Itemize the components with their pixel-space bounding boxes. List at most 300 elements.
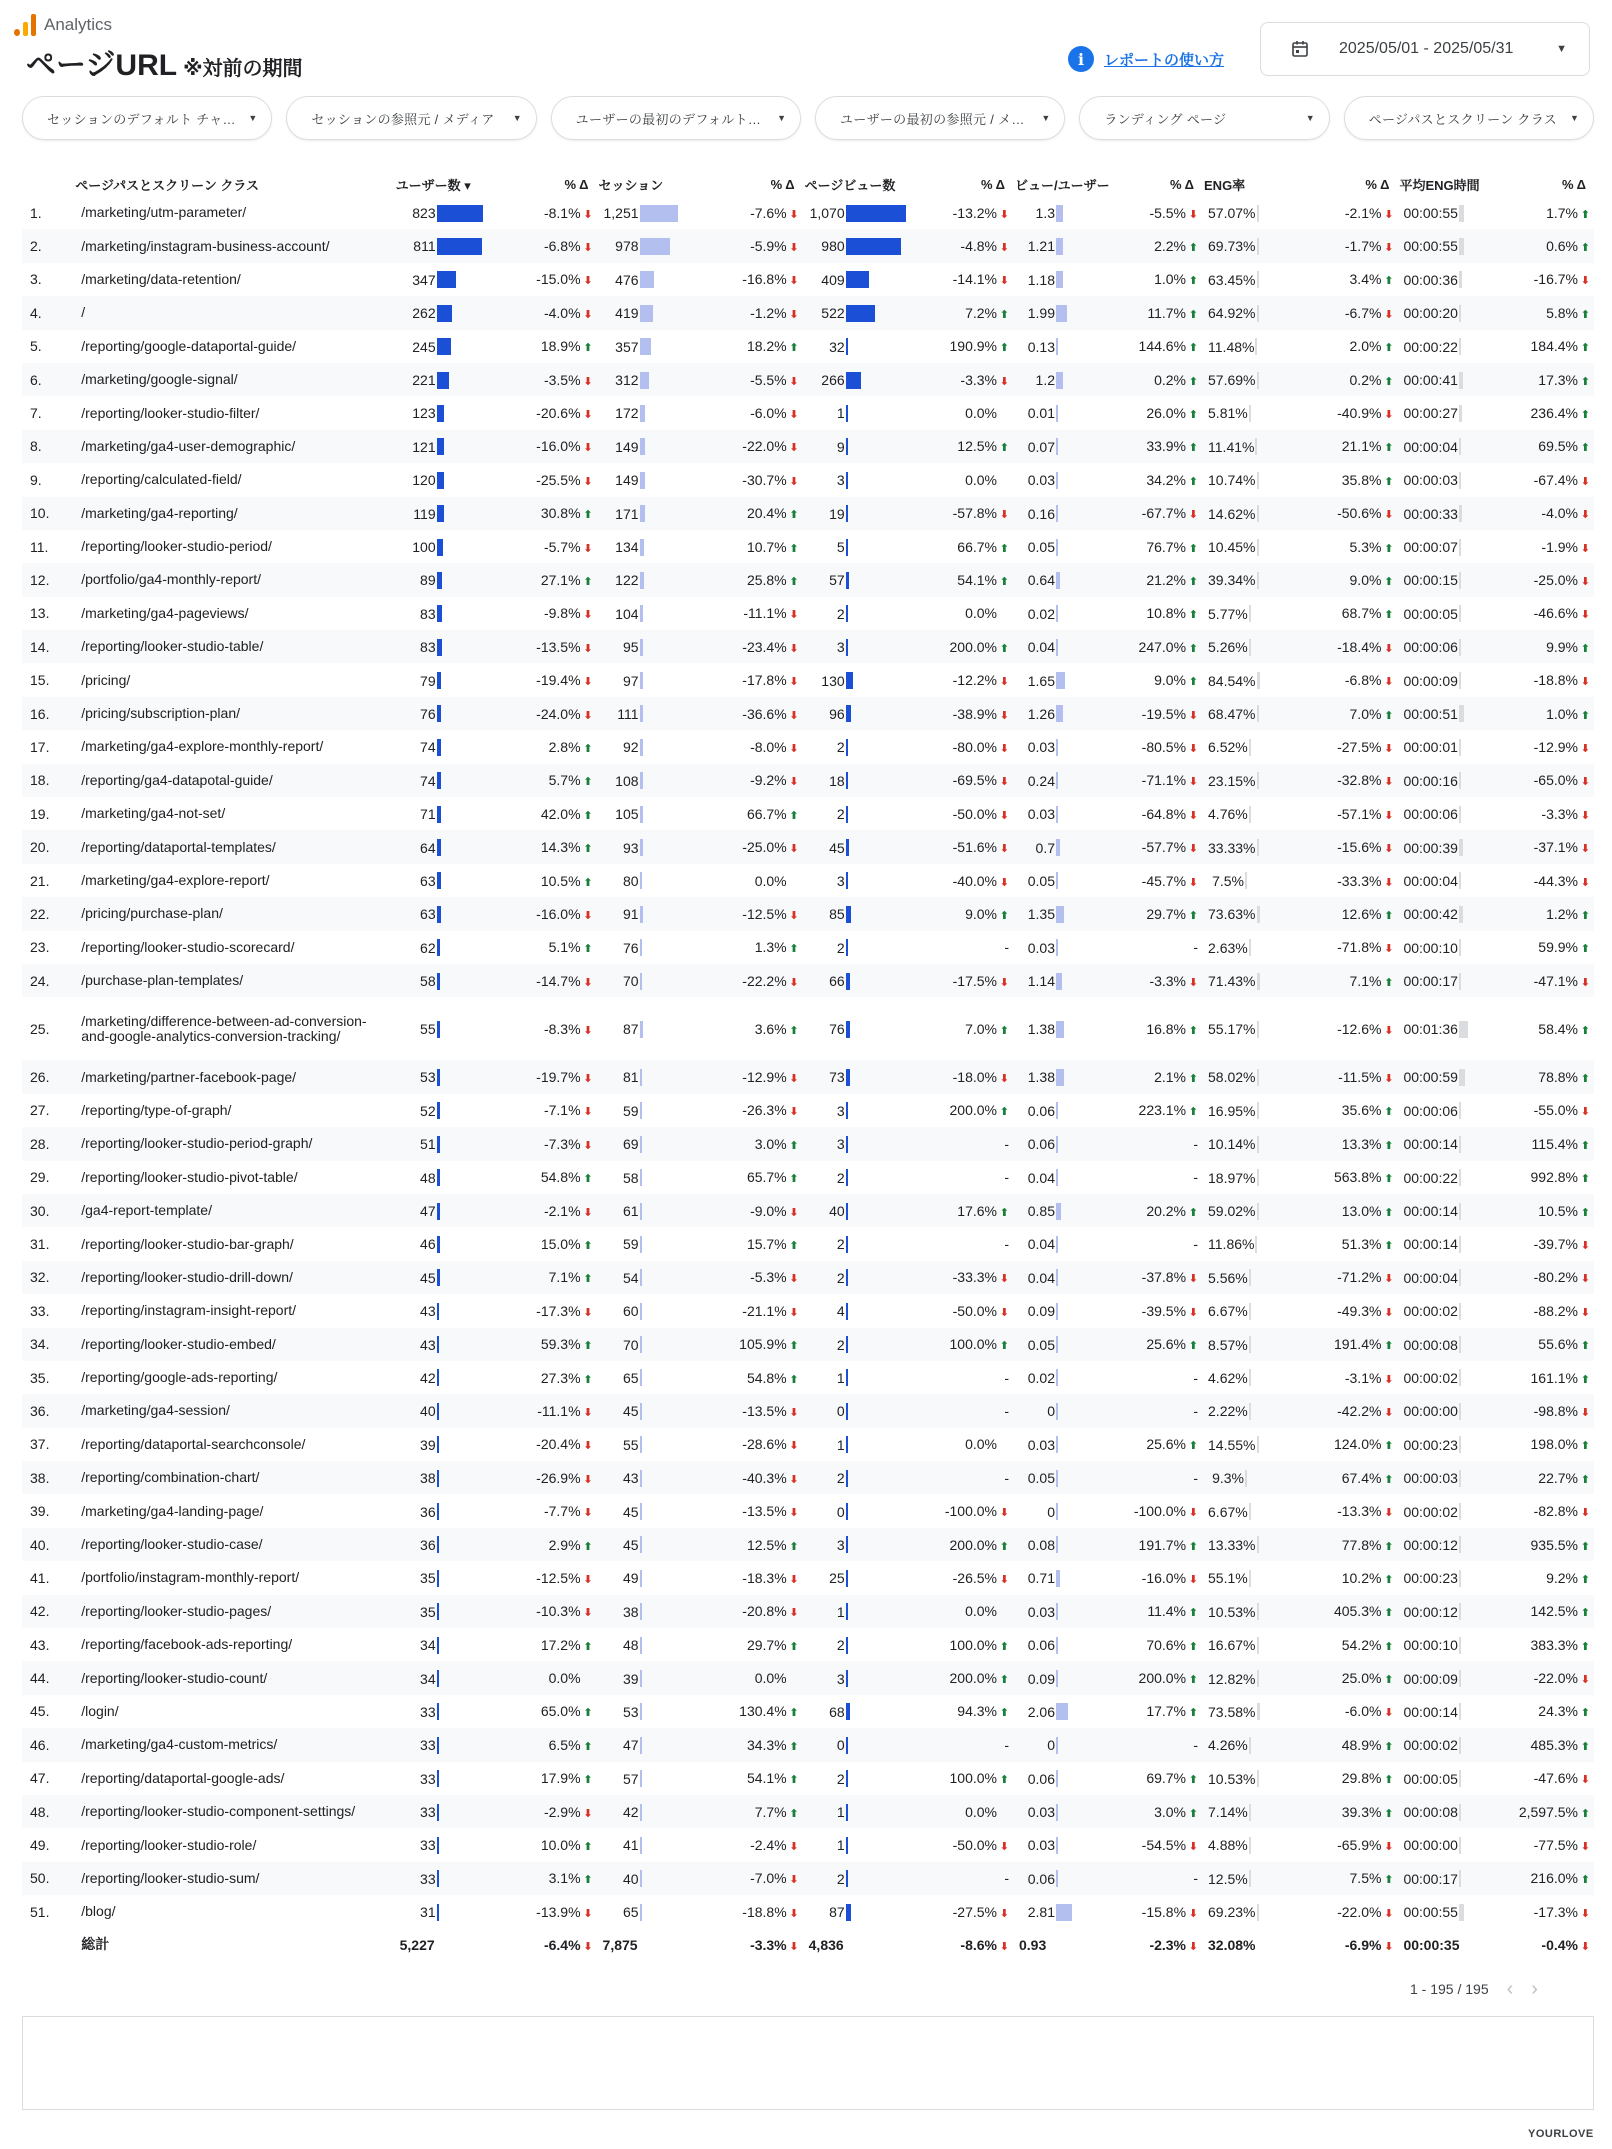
cell-pageviews: 2 — [803, 1461, 910, 1494]
cell-eng-rate-delta: -22.0% ⬇ — [1337, 1903, 1394, 1920]
row-index: 28. — [22, 1127, 73, 1160]
col-eng-rate[interactable]: ENG率 — [1204, 177, 1246, 193]
col-views-per-user[interactable]: ビュー/ユーザー — [1015, 177, 1110, 193]
table-row[interactable] — [22, 1494, 1594, 1527]
table-row[interactable] — [22, 764, 1594, 797]
cell-avg-eng-time-delta: -22.0% ⬇ — [1499, 1661, 1594, 1694]
cell-sessions: 104 — [597, 597, 698, 630]
value-bar — [437, 1670, 439, 1687]
table-row[interactable] — [22, 1060, 1594, 1093]
page-path[interactable]: /reporting/calculated-field/ — [81, 471, 242, 488]
cell-pageviews-delta: 12.5% ⬆ — [909, 430, 1013, 463]
page-path[interactable]: /purchase-plan-templates/ — [73, 964, 393, 997]
value-bar — [437, 605, 442, 622]
cell-sessions: 105 — [597, 797, 698, 830]
arrow-up-icon: ⬆ — [1384, 976, 1394, 989]
cell-avg-eng-time: 00:00:14 — [1397, 1194, 1498, 1227]
page-path[interactable]: /reporting/dataportal-google-ads/ — [81, 1769, 285, 1786]
cell-pageviews-delta: 0.0% — [965, 1436, 997, 1453]
cell-eng-rate: 23.15% — [1202, 764, 1303, 797]
page-path[interactable]: /marketing/ga4-explore-report/ — [81, 872, 270, 888]
arrow-up-icon: ⬆ — [1580, 1440, 1590, 1453]
cell-pageviews: 4 — [803, 1294, 910, 1327]
page-path[interactable]: /marketing/partner-facebook-page/ — [73, 1060, 393, 1093]
value-bar — [1257, 1770, 1259, 1787]
arrow-down-icon: ⬇ — [789, 843, 799, 856]
page-path[interactable]: /reporting/type-of-graph/ — [81, 1101, 232, 1118]
arrow-up-icon: ⬆ — [1188, 909, 1199, 922]
filter-first-user-source-medium[interactable]: ユーザーの最初の参照元 / メ… ▼ — [815, 96, 1065, 140]
page-path[interactable]: /reporting/looker-studio-embed/ — [73, 1328, 393, 1361]
cell-avg-eng-time: 00:00:16 — [1397, 764, 1498, 797]
table-row[interactable] — [22, 597, 1594, 630]
cell-sessions-delta: -40.3% ⬇ — [698, 1461, 803, 1494]
table-row[interactable] — [22, 296, 1594, 329]
value-bar — [1459, 1770, 1461, 1787]
cell-avg-eng-time: 00:00:06 — [1397, 1094, 1498, 1127]
table-row[interactable] — [22, 1828, 1594, 1861]
row-index: 6. — [22, 363, 73, 396]
date-range-picker[interactable] — [1260, 22, 1590, 76]
page-path[interactable]: /marketing/ga4-reporting/ — [73, 497, 393, 530]
arrow-up-icon: ⬆ — [789, 342, 799, 355]
cell-pageviews: 3 — [803, 1528, 910, 1561]
page-path[interactable]: /login/ — [81, 1702, 119, 1719]
col-avg-eng-time-delta[interactable]: % Δ — [1561, 176, 1586, 192]
col-eng-rate-delta[interactable]: % Δ — [1365, 176, 1390, 192]
table-row[interactable] — [22, 463, 1594, 496]
filter-first-user-channel[interactable]: ユーザーの最初のデフォルト… ▼ — [551, 96, 801, 140]
table-row[interactable] — [22, 1595, 1594, 1628]
cell-views-per-user: 0.7 — [1013, 830, 1114, 863]
chevron-down-icon: ▼ — [512, 113, 522, 123]
page-path[interactable]: /reporting/google-dataportal-guide/ — [81, 337, 297, 354]
cell-views-per-user: 0.03 — [1013, 1828, 1114, 1861]
table-row[interactable] — [22, 1161, 1594, 1194]
value-bar — [1459, 505, 1462, 522]
cell-views-per-user-delta: 2.1% ⬆ — [1114, 1060, 1202, 1093]
table-row[interactable] — [22, 830, 1594, 863]
cell-users-delta: 6.5% ⬆ — [495, 1728, 596, 1761]
value-bar — [1056, 906, 1064, 923]
col-avg-eng-time[interactable]: 平均ENG時間 — [1399, 177, 1480, 193]
value-bar — [1257, 572, 1259, 589]
cell-users-delta: -4.0% ⬇ — [495, 296, 596, 329]
chevron-down-icon: ▼ — [1570, 113, 1579, 123]
cell-eng-rate: 11.41% — [1202, 430, 1303, 463]
arrow-up-icon: ⬆ — [1188, 676, 1199, 689]
arrow-up-icon: ⬆ — [583, 509, 593, 522]
table-row[interactable] — [22, 1561, 1594, 1594]
arrow-up-icon: ⬆ — [999, 442, 1009, 455]
total-users: 5,227 — [394, 1929, 495, 1961]
value-bar — [1056, 1102, 1058, 1119]
page-path[interactable]: /reporting/combination-chart/ — [73, 1461, 393, 1494]
table-row[interactable] — [22, 897, 1594, 930]
arrow-down-icon: ⬇ — [583, 1306, 593, 1319]
page-path[interactable]: /reporting/looker-studio-period/ — [81, 538, 272, 555]
table-row[interactable] — [22, 1795, 1594, 1828]
page-path[interactable]: /reporting/looker-studio-scorecard/ — [81, 938, 295, 955]
page-path[interactable]: /portfolio/ga4-monthly-report/ — [73, 563, 393, 596]
cell-views-per-user: 0.03 — [1013, 931, 1114, 964]
table-row[interactable] — [22, 1628, 1594, 1661]
value-bar — [640, 1503, 642, 1520]
cell-avg-eng-time: 00:00:02 — [1397, 1728, 1498, 1761]
cell-avg-eng-time: 00:00:23 — [1397, 1428, 1498, 1461]
cell-avg-eng-time: 00:00:17 — [1397, 1862, 1498, 1895]
cell-eng-rate: 10.45% — [1202, 530, 1303, 563]
page-path[interactable]: /marketing/ga4-pageviews/ — [81, 604, 249, 621]
page-path[interactable]: /reporting/looker-studio-drill-down/ — [73, 1261, 393, 1294]
col-pageviews-delta[interactable]: % Δ — [980, 176, 1005, 192]
cell-views-per-user-delta: 144.6% ⬆ — [1138, 338, 1199, 355]
cell-sessions-delta: -26.3% ⬇ — [742, 1102, 799, 1119]
page-path[interactable]: /pricing/ — [81, 671, 131, 688]
row-index: 17. — [30, 738, 50, 755]
page-path[interactable]: /reporting/dataportal-searchconsole/ — [81, 1435, 306, 1452]
cell-pageviews-delta: - — [1004, 1236, 1009, 1253]
table-row[interactable] — [22, 630, 1594, 663]
value-bar — [1056, 872, 1058, 889]
arrow-up-icon: ⬆ — [583, 776, 593, 789]
cell-views-per-user: 2.06 — [1013, 1695, 1114, 1728]
cell-sessions-delta: -7.0% ⬇ — [698, 1862, 803, 1895]
table-row[interactable] — [22, 497, 1594, 530]
table-row[interactable] — [22, 396, 1594, 429]
page-path[interactable]: /reporting/ga4-datapotal-guide/ — [73, 764, 393, 797]
value-bar — [640, 338, 651, 355]
table-row[interactable] — [22, 1261, 1594, 1294]
page-path[interactable]: /reporting/looker-studio-table/ — [73, 630, 393, 663]
arrow-down-icon: ⬇ — [1188, 1841, 1199, 1854]
pagination-info: 1 - 195 / 195 — [1410, 1981, 1489, 1997]
page-path[interactable]: /reporting/looker-studio-bar-graph/ — [81, 1235, 294, 1252]
arrow-down-icon: ⬇ — [789, 275, 799, 288]
table-row[interactable] — [22, 1762, 1594, 1795]
cell-sessions: 59 — [597, 1094, 698, 1127]
arrow-down-icon: ⬇ — [789, 1206, 799, 1219]
col-sessions[interactable]: セッション — [598, 177, 664, 193]
table-row[interactable] — [22, 1094, 1594, 1127]
value-bar — [1249, 806, 1251, 823]
value-bar — [1257, 1021, 1259, 1038]
cell-sessions-delta: 3.6% ⬆ — [754, 1020, 799, 1037]
cell-pageviews: 3 — [803, 630, 910, 663]
value-bar — [1056, 1436, 1058, 1453]
table-row[interactable] — [22, 1294, 1594, 1327]
page-path[interactable]: /reporting/google-ads-reporting/ — [81, 1369, 278, 1386]
filter-session-source-medium[interactable]: セッションの参照元 / メディア ▼ — [286, 96, 536, 140]
cell-sessions: 978 — [597, 229, 698, 262]
value-bar — [1459, 1670, 1461, 1687]
cell-pageviews-delta: -38.9% ⬇ — [909, 697, 1013, 730]
arrow-up-icon: ⬆ — [1384, 1139, 1394, 1152]
cell-views-per-user: 1.26 — [1013, 697, 1114, 730]
arrow-up-icon: ⬆ — [1188, 375, 1199, 388]
cell-users: 33 — [394, 1762, 495, 1795]
value-bar — [437, 1203, 440, 1220]
page-path[interactable]: /reporting/dataportal-templates/ — [73, 830, 393, 863]
page-path[interactable]: /reporting/looker-studio-case/ — [73, 1528, 393, 1561]
value-bar — [846, 1603, 848, 1620]
table-row[interactable] — [22, 1862, 1594, 1895]
row-index: 37. — [30, 1436, 50, 1453]
table-row[interactable] — [22, 229, 1594, 262]
arrow-up-icon: ⬆ — [789, 1540, 799, 1553]
cell-pageviews-delta: 190.9% ⬆ — [949, 338, 1009, 355]
filter-landing-page[interactable]: ランディング ページ ▼ — [1079, 96, 1329, 140]
col-pageviews[interactable]: ページビュー数 — [804, 177, 896, 193]
table-row[interactable] — [22, 964, 1594, 997]
arrow-down-icon: ⬇ — [789, 375, 799, 388]
value-bar — [1257, 1203, 1259, 1220]
page-path[interactable]: /marketing/instagram-business-account/ — [73, 229, 393, 262]
page-path[interactable]: /marketing/ga4-explore-monthly-report/ — [81, 738, 324, 755]
cell-pageviews: 3 — [803, 864, 910, 897]
page-path[interactable]: /portfolio/instagram-monthly-report/ — [81, 1569, 300, 1586]
table-row[interactable] — [22, 1394, 1594, 1427]
value-bar — [846, 1637, 848, 1654]
arrow-down-icon: ⬇ — [1384, 1841, 1394, 1854]
table-row[interactable] — [22, 1461, 1594, 1494]
cell-views-per-user: 0.07 — [1013, 430, 1114, 463]
cell-sessions: 172 — [597, 396, 698, 429]
page-path[interactable]: /reporting/looker-studio-pages/ — [73, 1595, 393, 1628]
cell-views-per-user-delta: 3.0% ⬆ — [1114, 1795, 1202, 1828]
cell-pageviews-delta: 0.0% — [965, 605, 997, 622]
value-bar — [1257, 705, 1259, 722]
page-path[interactable]: /reporting/looker-studio-period-graph/ — [73, 1127, 393, 1160]
cell-views-per-user-delta: 20.2% ⬆ — [1114, 1194, 1202, 1227]
table-row[interactable] — [22, 1428, 1594, 1461]
value-bar — [640, 1069, 642, 1086]
cell-users-delta: -2.1% ⬇ — [495, 1194, 596, 1227]
cell-views-per-user: 1.38 — [1013, 1060, 1114, 1093]
table-row[interactable] — [22, 931, 1594, 964]
page-path[interactable]: /reporting/looker-studio-sum/ — [73, 1862, 393, 1895]
page-path[interactable]: /marketing/ga4-custom-metrics/ — [73, 1728, 393, 1761]
next-page-button[interactable]: › — [1531, 1977, 1538, 2000]
value-bar — [1056, 739, 1058, 756]
cell-sessions-delta: 29.7% ⬆ — [746, 1636, 799, 1653]
report-help-link[interactable] — [1068, 44, 1224, 74]
table-row[interactable] — [22, 1361, 1594, 1394]
cell-views-per-user: 0.01 — [1013, 396, 1114, 429]
cell-views-per-user: 0.06 — [1013, 1862, 1114, 1895]
page-path[interactable]: /marketing/ga4-landing-page/ — [81, 1502, 264, 1519]
page-path[interactable]: /ga4-report-template/ — [73, 1194, 393, 1227]
arrow-down-icon: ⬇ — [789, 909, 799, 922]
page-path[interactable]: /marketing/difference-between-ad-conversion-and-google-analytics-conversion-tracking/ — [81, 1012, 367, 1044]
arrow-up-icon: ⬆ — [583, 1340, 593, 1353]
table-row[interactable] — [22, 1728, 1594, 1761]
value-bar — [437, 672, 441, 689]
page-title-sub: ※対前の期間 — [183, 58, 303, 80]
cell-avg-eng-time: 00:00:00 — [1397, 1828, 1498, 1861]
cell-eng-rate: 58.02% — [1202, 1060, 1303, 1093]
value-bar — [1249, 605, 1251, 622]
arrow-down-icon: ⬇ — [999, 843, 1009, 856]
table-row[interactable] — [22, 1194, 1594, 1227]
page-path[interactable]: /reporting/looker-studio-component-settings/ — [73, 1795, 393, 1828]
arrow-up-icon: ⬆ — [1188, 1106, 1199, 1119]
cell-users: 34 — [394, 1628, 495, 1661]
cell-sessions-delta: -36.6% ⬇ — [698, 697, 803, 730]
cell-eng-rate: 2.63% — [1202, 931, 1303, 964]
arrow-up-icon: ⬆ — [1580, 1173, 1590, 1186]
arrow-up-icon: ⬆ — [1188, 1607, 1199, 1620]
table-row[interactable] — [22, 663, 1594, 696]
arrow-down-icon: ⬇ — [1580, 1674, 1590, 1687]
cell-eng-rate: 73.58% — [1202, 1695, 1303, 1728]
cell-sessions: 1,251 — [597, 196, 698, 229]
cell-avg-eng-time: 00:00:04 — [1397, 1261, 1498, 1294]
table-row[interactable] — [22, 797, 1594, 830]
cell-views-per-user-delta: 247.0% ⬆ — [1114, 630, 1202, 663]
table-row[interactable] — [22, 530, 1594, 563]
value-bar — [1056, 539, 1058, 556]
page-path[interactable]: /marketing/ga4-not-set/ — [81, 805, 226, 822]
cell-avg-eng-time-delta: 1.0% ⬆ — [1499, 697, 1594, 730]
page-path[interactable]: /blog/ — [81, 1903, 116, 1920]
cell-pageviews-delta: -69.5% ⬇ — [909, 764, 1013, 797]
table-row[interactable] — [22, 864, 1594, 897]
page-path[interactable]: /reporting/looker-studio-filter/ — [81, 404, 260, 421]
arrow-up-icon: ⬆ — [1188, 342, 1199, 355]
table-row[interactable] — [22, 1328, 1594, 1361]
table-row[interactable] — [22, 563, 1594, 596]
cell-users-delta: -13.9% ⬇ — [536, 1903, 593, 1920]
page-path[interactable]: /reporting/instagram-insight-report/ — [81, 1302, 297, 1319]
page-path[interactable]: /marketing/google-signal/ — [73, 363, 393, 396]
col-sessions-delta[interactable]: % Δ — [770, 176, 795, 192]
value-bar — [640, 472, 645, 489]
value-bar — [640, 1336, 642, 1353]
arrow-down-icon: ⬇ — [1580, 742, 1590, 755]
value-bar — [437, 438, 444, 455]
cell-views-per-user: 0.64 — [1013, 563, 1114, 596]
arrow-down-icon: ⬇ — [1384, 1373, 1394, 1386]
table-row[interactable] — [22, 1661, 1594, 1694]
cell-avg-eng-time-delta: -12.9% ⬇ — [1533, 738, 1590, 755]
arrow-down-icon: ⬇ — [583, 1106, 593, 1119]
arrow-up-icon: ⬆ — [1188, 475, 1199, 488]
table-row[interactable] — [22, 1227, 1594, 1260]
col-users[interactable]: ユーザー数 ▾ — [395, 177, 471, 193]
value-bar — [640, 1203, 642, 1220]
cell-avg-eng-time-delta: 198.0% ⬆ — [1530, 1436, 1590, 1453]
cell-users-delta: 27.3% ⬆ — [540, 1369, 593, 1386]
page-path[interactable]: /marketing/ga4-user-demographic/ — [73, 430, 393, 463]
cell-views-per-user-delta: 25.6% ⬆ — [1146, 1436, 1199, 1453]
cell-sessions: 49 — [597, 1561, 698, 1594]
cell-avg-eng-time: 00:00:03 — [1397, 463, 1498, 496]
value-bar — [437, 839, 441, 856]
cell-users: 58 — [394, 964, 495, 997]
cell-users: 64 — [394, 830, 495, 863]
row-index: 36. — [22, 1394, 73, 1427]
table-row[interactable] — [22, 1127, 1594, 1160]
col-views-per-user-delta[interactable]: % Δ — [1169, 176, 1195, 192]
page-path[interactable]: /pricing/subscription-plan/ — [73, 697, 393, 730]
cell-sessions: 39 — [597, 1661, 698, 1694]
page-path[interactable]: /reporting/looker-studio-role/ — [81, 1836, 257, 1853]
cell-pageviews-delta: 17.6% ⬆ — [909, 1194, 1013, 1227]
arrow-down-icon: ⬇ — [999, 1573, 1009, 1586]
table-row[interactable] — [22, 196, 1594, 229]
arrow-up-icon: ⬆ — [999, 909, 1009, 922]
cell-eng-rate-delta: 68.7% ⬆ — [1341, 605, 1394, 622]
page-path[interactable]: /pricing/purchase-plan/ — [73, 897, 393, 930]
cell-users: 31 — [394, 1895, 495, 1928]
page-path[interactable]: /marketing/data-retention/ — [81, 270, 241, 287]
row-index: 33. — [30, 1302, 50, 1319]
page-path[interactable]: / — [73, 296, 393, 329]
value-bar — [640, 1737, 642, 1754]
cell-pageviews: 0 — [803, 1728, 910, 1761]
prev-page-button[interactable]: ‹ — [1506, 1977, 1514, 2000]
arrow-up-icon: ⬆ — [789, 1173, 799, 1186]
col-users-delta[interactable]: % Δ — [564, 176, 589, 192]
col-page-path[interactable]: ページパスとスクリーン クラス — [75, 177, 260, 193]
row-index: 2. — [22, 229, 73, 262]
value-bar — [1056, 505, 1058, 522]
table-row[interactable] — [22, 330, 1594, 363]
cell-users-delta: 54.8% ⬆ — [540, 1169, 593, 1186]
filter-default-channel[interactable]: セッションのデフォルト チャ… ▼ — [22, 96, 272, 140]
page-path[interactable]: /reporting/facebook-ads-reporting/ — [81, 1636, 293, 1653]
cell-users: 48 — [394, 1161, 495, 1194]
table-row[interactable] — [22, 997, 1594, 1060]
value-bar — [640, 1102, 642, 1119]
page-path[interactable]: /marketing/utm-parameter/ — [81, 204, 247, 221]
table-row[interactable] — [22, 430, 1594, 463]
cell-pageviews: 2 — [803, 1161, 910, 1194]
table-row[interactable] — [22, 1895, 1594, 1928]
cell-eng-rate: 55.17% — [1202, 997, 1303, 1060]
filter-page-path[interactable]: ページパスとスクリーン クラス ▼ — [1344, 96, 1594, 140]
cell-avg-eng-time-delta: 383.3% ⬆ — [1530, 1636, 1590, 1653]
cell-pageviews-delta: -80.0% ⬇ — [952, 738, 1009, 755]
table-row[interactable] — [22, 263, 1594, 296]
cell-users-delta: -9.8% ⬇ — [543, 605, 593, 622]
table-row[interactable] — [22, 730, 1594, 763]
cell-users-delta: 17.2% ⬆ — [540, 1636, 593, 1653]
table-row[interactable] — [22, 363, 1594, 396]
cell-users: 52 — [394, 1094, 495, 1127]
cell-sessions-delta: 54.1% ⬆ — [746, 1770, 799, 1787]
cell-users: 33 — [394, 1828, 495, 1861]
value-bar — [437, 472, 444, 489]
cell-users: 120 — [394, 463, 495, 496]
cell-users: 40 — [394, 1394, 495, 1427]
row-index: 5. — [30, 338, 42, 355]
table-row[interactable] — [22, 697, 1594, 730]
table-row[interactable] — [22, 1695, 1594, 1728]
value-bar — [1056, 772, 1058, 789]
arrow-up-icon: ⬆ — [1580, 1139, 1590, 1152]
page-path[interactable]: /reporting/looker-studio-pivot-table/ — [81, 1168, 298, 1185]
page-path[interactable]: /reporting/looker-studio-count/ — [73, 1661, 393, 1694]
page-title — [26, 40, 303, 80]
table-row[interactable] — [22, 1528, 1594, 1561]
cell-pageviews: 57 — [803, 563, 910, 596]
value-bar — [846, 1436, 848, 1453]
page-path[interactable]: /marketing/ga4-session/ — [73, 1394, 393, 1427]
value-bar — [1459, 1837, 1461, 1854]
empty-chart-panel — [22, 2016, 1594, 2110]
